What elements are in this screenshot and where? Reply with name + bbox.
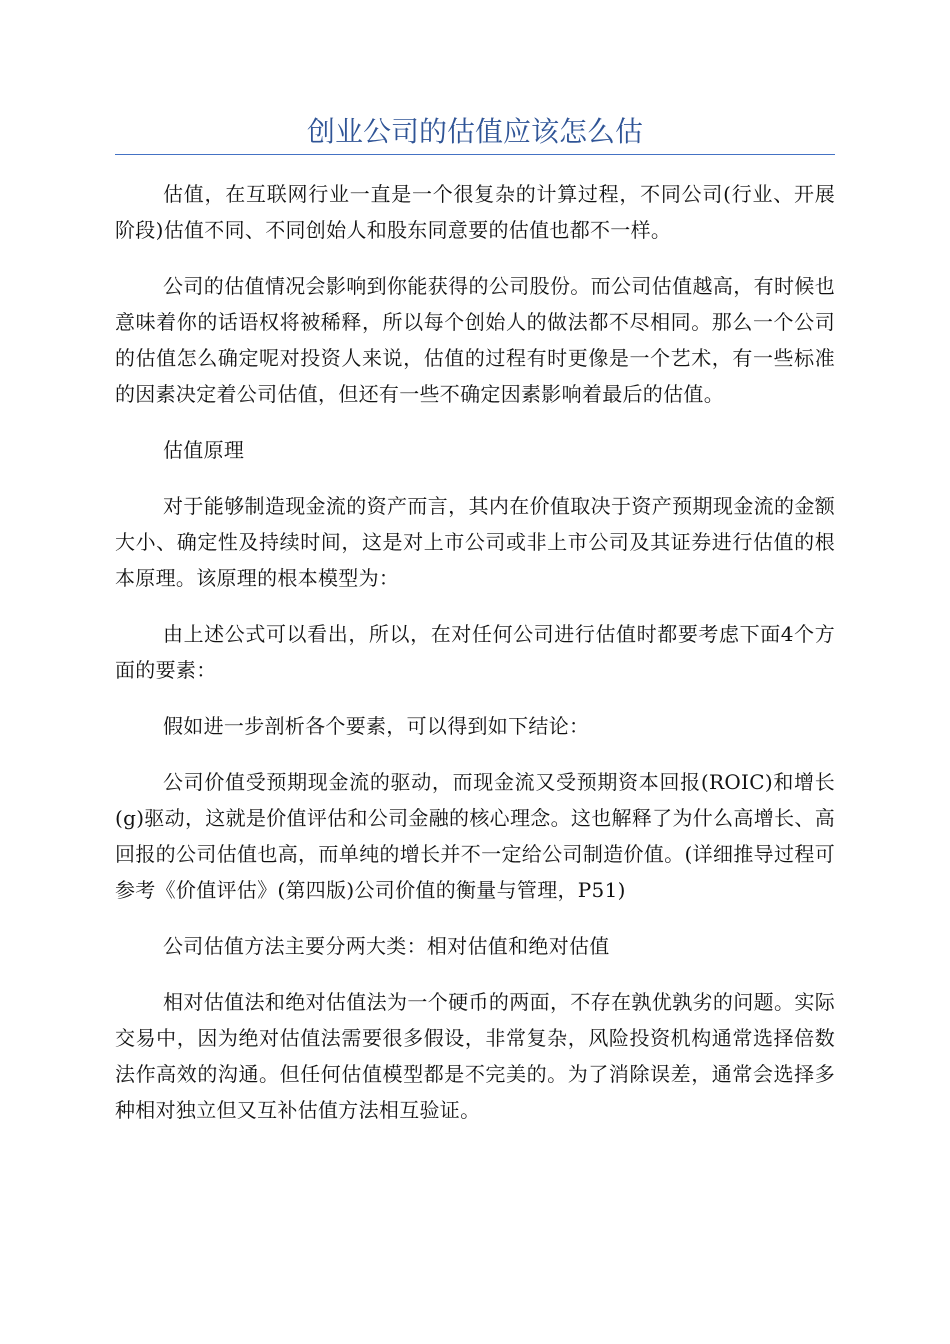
paragraph-value-drivers: 公司价值受预期现金流的驱动，而现金流又受预期资本回报(ROIC)和增长(g)驱动，这就是价值评估和公司金融的核心理念。这也解释了为什么高增长、高回报的公司估值也高，而单纯的增长并不一定给公司制造价值。(详细推导过程可参考《价值评估》(第四版)公司价值的衡量与管理，P51) bbox=[115, 770, 835, 902]
document-body bbox=[115, 176, 835, 1148]
paragraph-intro: 估值，在互联网行业一直是一个很复杂的计算过程，不同公司(行业、开展阶段)估值不同、不同创始人和股东同意要的估值也都不一样。 bbox=[115, 182, 835, 242]
paragraph-relative-vs-absolute: 相对估值法和绝对估值法为一个硬币的两面，不存在孰优孰劣的问题。实际交易中，因为绝对估值法需要很多假设，非常复杂，风险投资机构通常选择倍数法作高效的沟通。但任何估值模型都是不完美的。为了消除误差，通常会选择多种相对独立但又互补估值方法相互验证。 bbox=[115, 990, 835, 1122]
paragraph-further-analysis: 假如进一步剖析各个要素，可以得到如下结论： bbox=[163, 714, 590, 738]
title-underline bbox=[115, 154, 835, 155]
paragraph-formula-factors: 由上述公式可以看出，所以，在对任何公司进行估值时都要考虑下面4个方面的要素： bbox=[115, 622, 835, 682]
paragraph-principle: 对于能够制造现金流的资产而言，其内在价值取决于资产预期现金流的金额大小、确定性及持续时间，这是对上市公司或非上市公司及其证券进行估值的根本原理。该原理的根本模型为： bbox=[115, 494, 835, 590]
document-title: 创业公司的估值应该怎么估 bbox=[306, 115, 643, 148]
section-heading-valuation-principle: 估值原理 bbox=[163, 438, 245, 462]
section-heading-valuation-methods: 公司估值方法主要分两大类：相对估值和绝对估值 bbox=[163, 934, 610, 958]
paragraph-valuation-impact: 公司的估值情况会影响到你能获得的公司股份。而公司估值越高，有时候也意味着你的话语权将被稀释，所以每个创始人的做法都不尽相同。那么一个公司的估值怎么确定呢对投资人来说，估值的过程有时更像是一个艺术，有一些标准的因素决定着公司估值，但还有一些不确定因素影响着最后的估值。 bbox=[115, 274, 835, 406]
